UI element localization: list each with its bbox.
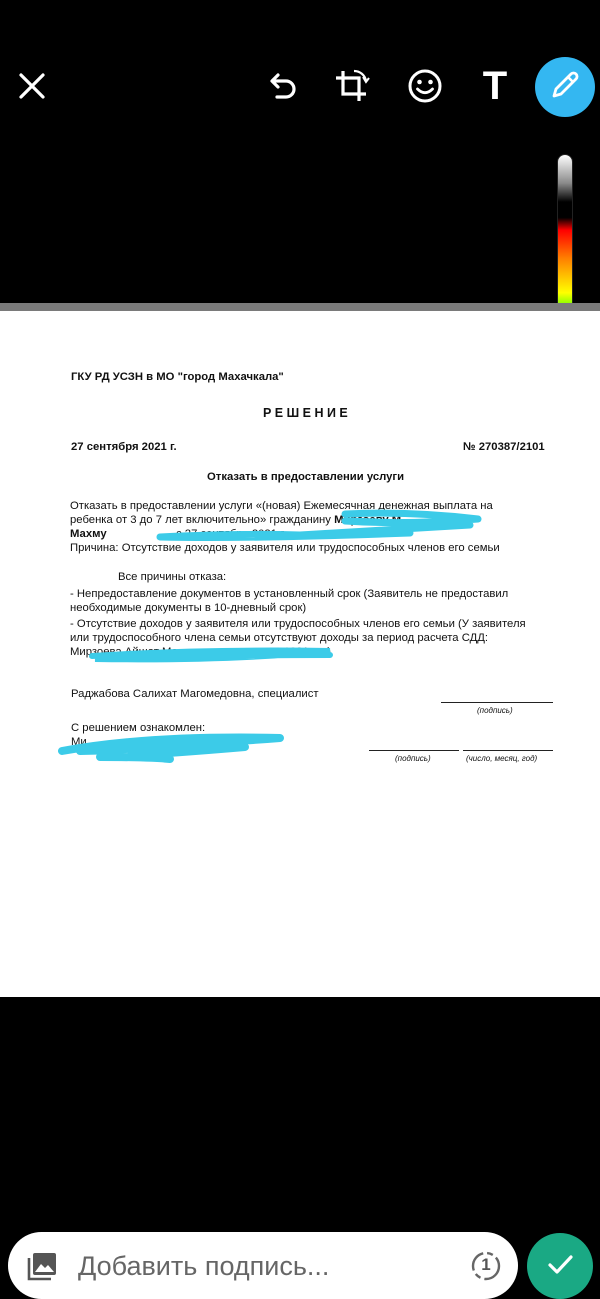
document-heading: Р Е Ш Е Н И Е (263, 406, 348, 420)
emoji-icon (407, 68, 443, 104)
reasons-title: Все причины отказа: (118, 571, 227, 583)
close-button[interactable] (2, 56, 62, 116)
crop-rotate-button[interactable] (321, 56, 381, 116)
reason-2-line-1: - Отсутствие доходов у заявителя или трудоспособных членов его семьи (У заявителя (70, 618, 526, 630)
text-tool-icon: T (482, 63, 508, 108)
body-line-4: Причина: Отсутствие доходов у заявителя или трудоспособных членов его семьи (70, 542, 500, 554)
crop-rotate-icon (332, 67, 370, 105)
pencil-button[interactable] (535, 57, 595, 117)
reason-2-line-2: или трудоспособного члена семьи отсутствуют доходы за период расчета СДД: (70, 632, 489, 644)
image-top-edge (0, 303, 600, 311)
redaction-scribbles (0, 311, 600, 997)
text-tool-button[interactable] (465, 56, 525, 116)
document-subject: Отказать в предоставлении услуги (207, 471, 405, 483)
applicant-name: Мирзоеву М (334, 514, 402, 526)
undo-icon (265, 69, 299, 103)
applicant-surname: Махму (70, 528, 107, 540)
reason-1-line-2: необходимые документы в 10-дневный срок) (70, 602, 307, 614)
document-image (0, 311, 600, 997)
body-line-2-text: ребенка от 3 до 7 лет включительно» гражданину (70, 514, 331, 526)
signature-caption-2: (подпись) (395, 754, 431, 763)
redaction-stroke (62, 738, 280, 759)
acquainted-label: С решением ознакомлен: (71, 722, 206, 734)
view-once-button[interactable] (470, 1250, 502, 1282)
signature-caption: (подпись) (477, 706, 513, 715)
check-icon (545, 1249, 575, 1284)
pencil-icon (548, 68, 582, 107)
reason-2-line-3-end: 06.1991 г.р.) (268, 646, 332, 658)
reason-2-line-3: Мирзоева Айшат Магомед (70, 646, 209, 658)
gallery-icon (24, 1269, 58, 1286)
view-once-label: 1 (481, 1255, 491, 1274)
body-line-3: с 27 сентября 2021 г. (176, 528, 286, 540)
undo-button[interactable] (252, 56, 312, 116)
document-date: 27 сентября 2021 г. (71, 441, 177, 453)
document-number: № 270387/2101 (463, 441, 545, 453)
gallery-button[interactable] (24, 1250, 58, 1282)
emoji-button[interactable] (395, 56, 455, 116)
specialist-name: Раджабова Салихат Магомедовна, специалист (71, 688, 319, 700)
date-caption: (число, месяц, год) (466, 754, 538, 763)
acquainted-name: Ми (71, 736, 87, 748)
reason-1-line-1: - Непредоставление документов в установленный срок (Заявитель не предоставил (70, 588, 509, 600)
redaction-stroke (160, 513, 478, 537)
redaction-stroke (92, 651, 330, 660)
send-button[interactable] (527, 1233, 593, 1299)
body-line-1: Отказать в предоставлении услуги «(новая) Ежемесячная денежная выплата на (70, 500, 493, 512)
caption-input[interactable] (78, 1248, 458, 1284)
organization-name: ГКУ РД УСЗН в МО "город Махачкала" (71, 371, 284, 383)
close-icon (17, 71, 47, 101)
